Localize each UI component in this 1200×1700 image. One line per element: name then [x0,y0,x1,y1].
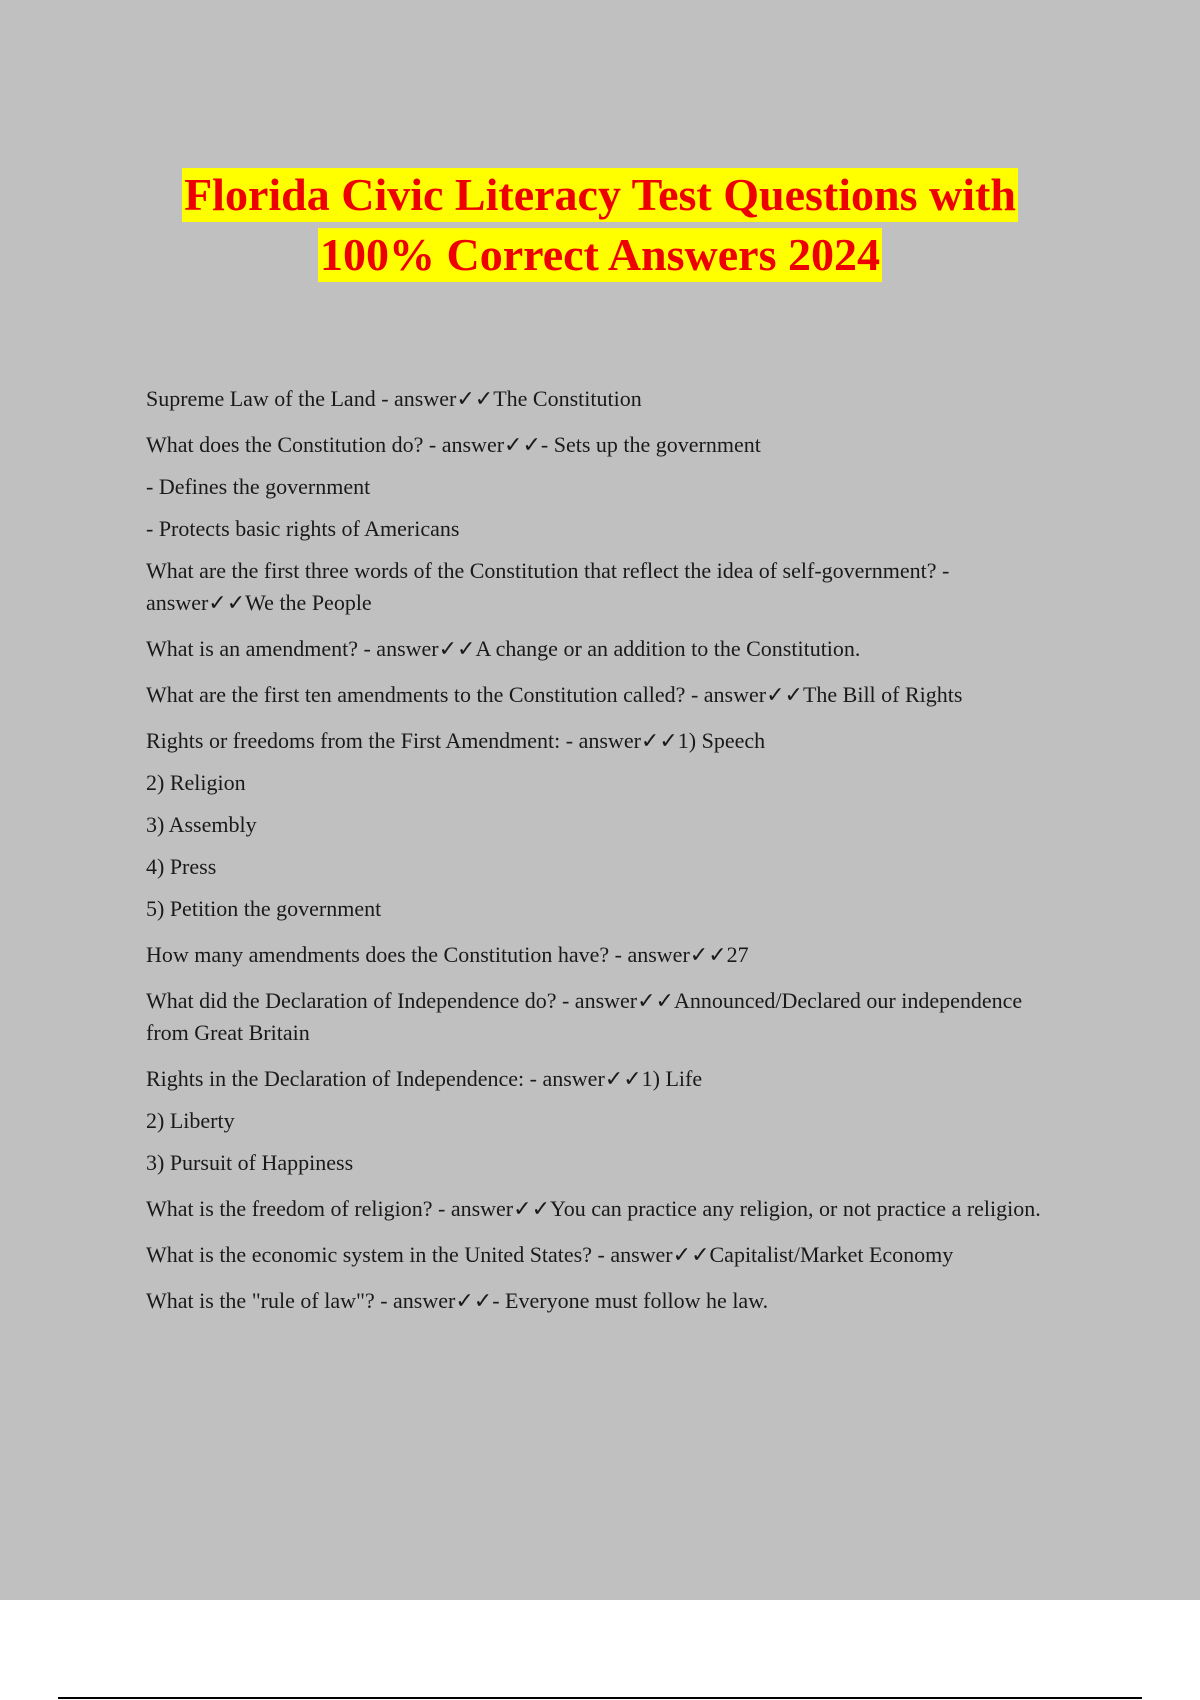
qa-line: What are the first three words of the Constitution that reflect the idea of self-government? - answer✓✓We the People [146,558,950,615]
qa-line: What is the economic system in the United States? - answer✓✓Capitalist/Market Economy [146,1242,954,1267]
qa-line: 5) Petition the government [146,896,382,921]
qa-line: 3) Pursuit of Happiness [146,1150,354,1175]
qa-line: What is the "rule of law"? - answer✓✓- Everyone must follow he law. [146,1288,769,1313]
qa-line: What does the Constitution do? - answer✓✓- Sets up the government [146,432,761,457]
qa-line: Rights or freedoms from the First Amendment: - answer✓✓1) Speech [146,728,766,753]
qa-list [146,383,1066,1317]
qa-line: - Protects basic rights of Americans [146,516,460,541]
qa-line: 2) Liberty [146,1108,235,1133]
qa-line: What is the freedom of religion? - answer✓✓You can practice any religion, or not practice a religion. [146,1196,1041,1221]
footer-divider [58,1697,1142,1699]
document-title [0,168,1200,288]
title-line-2: 100% Correct Answers 2024 [320,229,880,280]
qa-line: Rights in the Declaration of Independence: - answer✓✓1) Life [146,1066,703,1091]
qa-line: What is an amendment? - answer✓✓A change or an addition to the Constitution. [146,636,861,661]
qa-line: - Defines the government [146,474,371,499]
qa-line: How many amendments does the Constitution have? - answer✓✓27 [146,942,749,967]
qa-line: 2) Religion [146,770,246,795]
qa-line: Supreme Law of the Land - answer✓✓The Constitution [146,386,642,411]
qa-line: 3) Assembly [146,812,257,837]
qa-line: What did the Declaration of Independence do? - answer✓✓Announced/Declared our independence from Great Britain [146,988,1023,1045]
qa-line: What are the first ten amendments to the Constitution called? - answer✓✓The Bill of Rights [146,682,963,707]
qa-line: 4) Press [146,854,217,879]
title-line-1: Florida Civic Literacy Test Questions with [184,169,1016,220]
